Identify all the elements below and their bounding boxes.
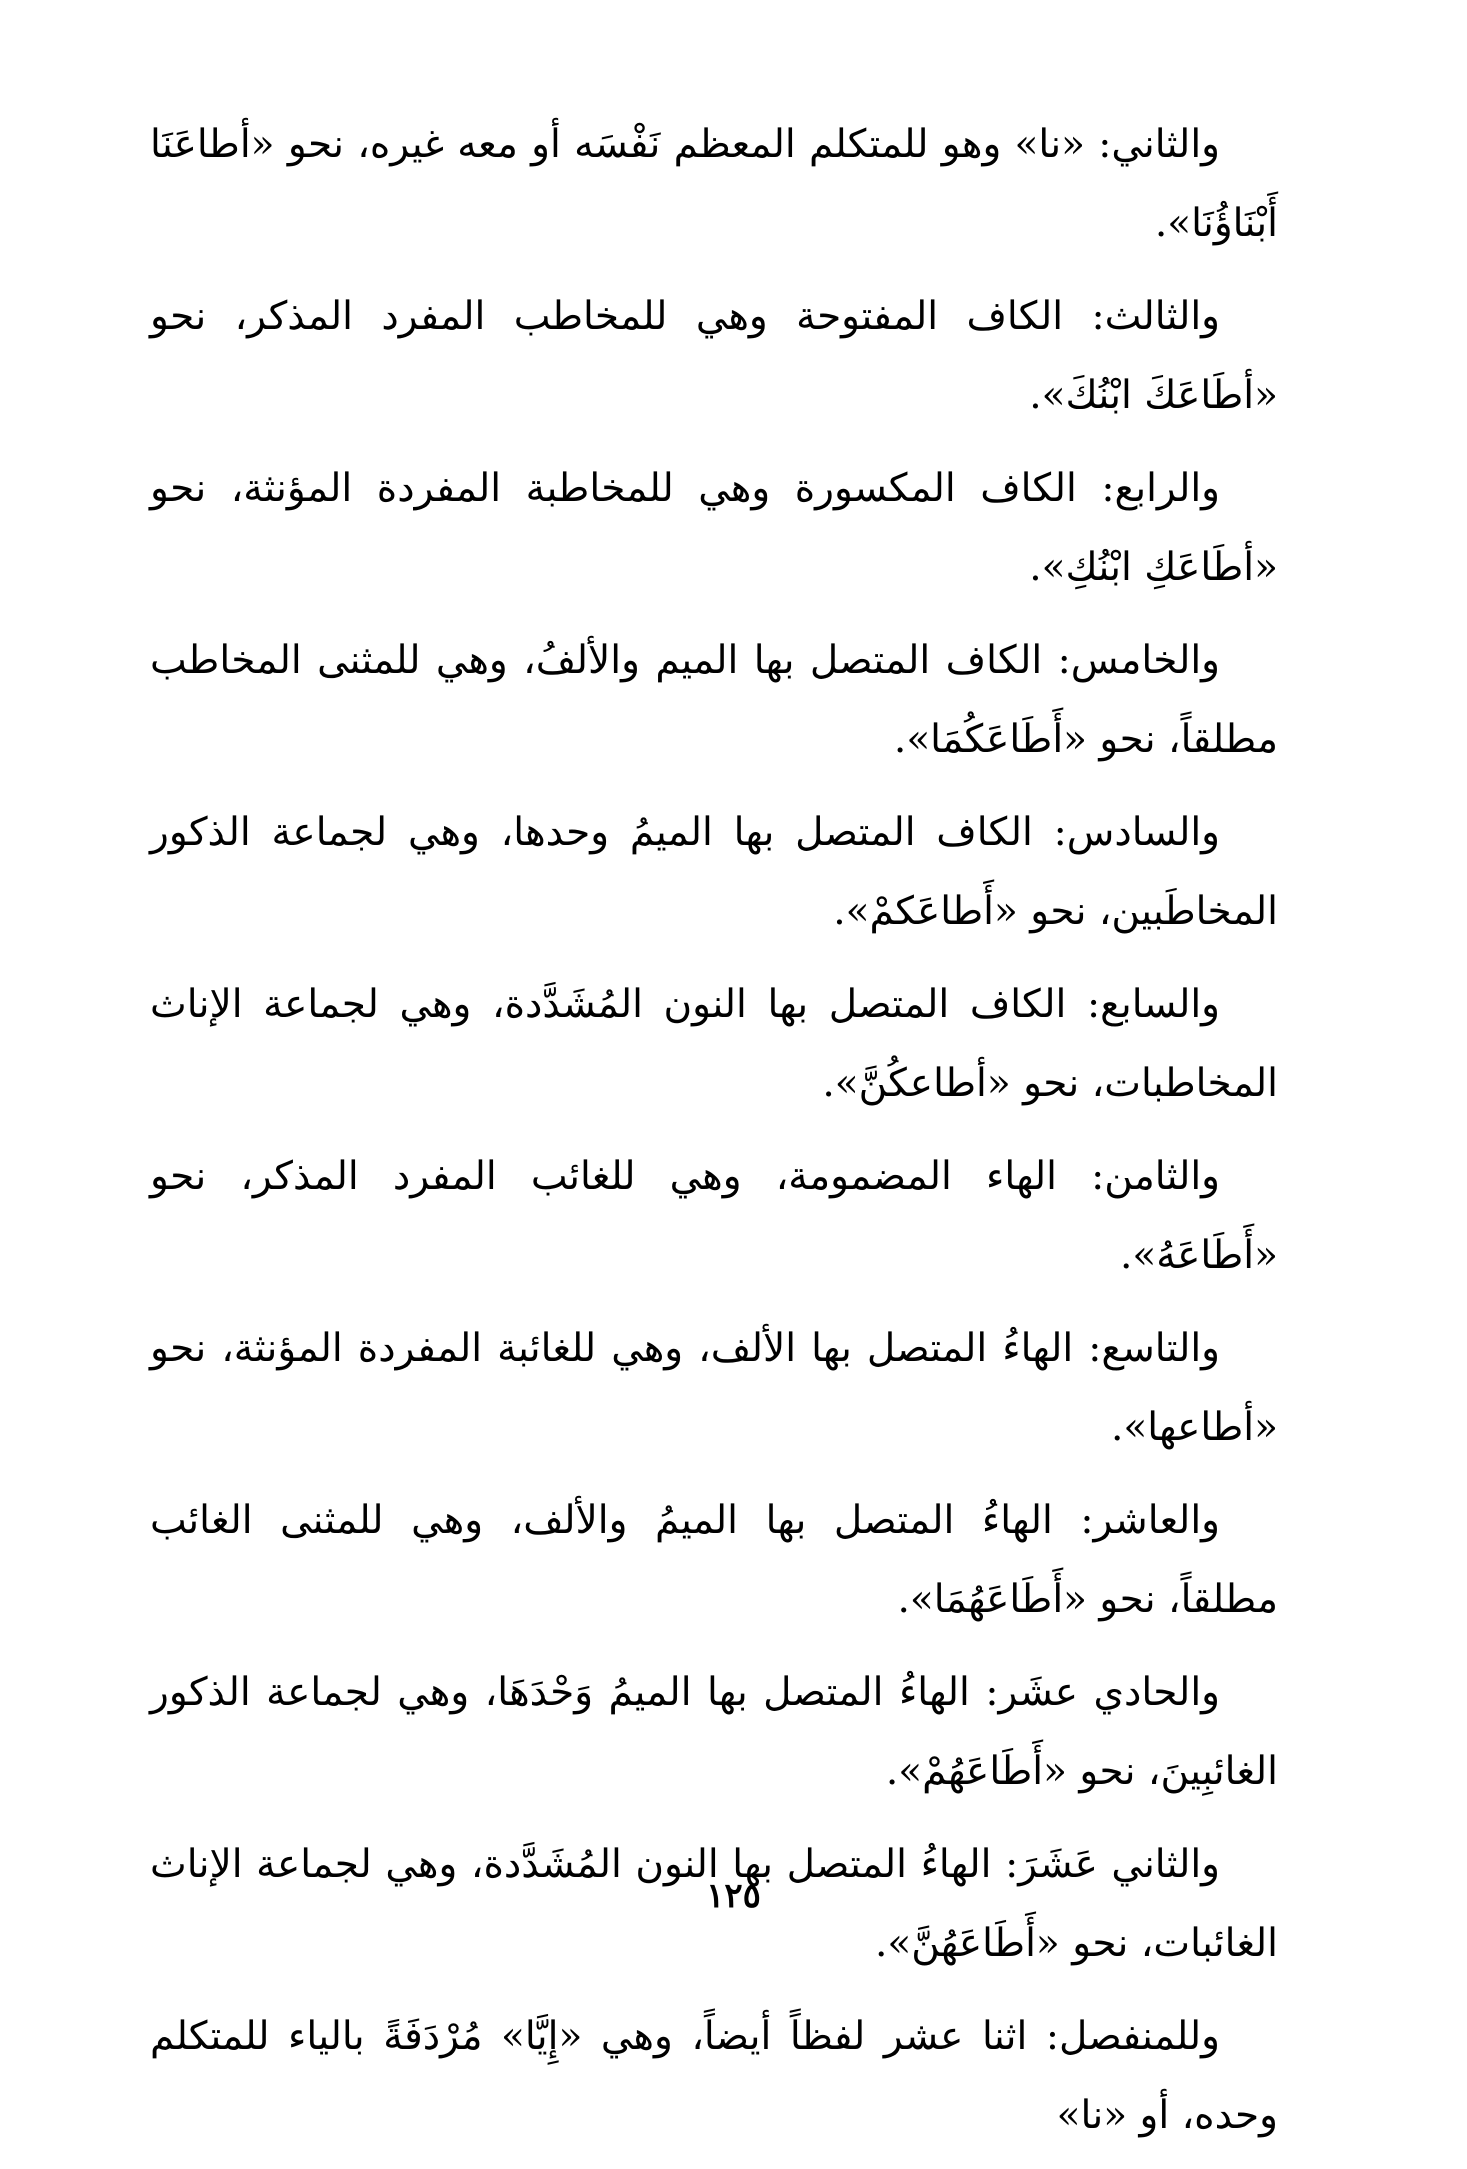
paragraph-separate-pronouns: وللمنفصل: اثنا عشر لفظاً أيضاً، وهي «إِيَّا» مُرْدَفَةً بالياء للمتكلم وحده، أو «نا» (150, 2014, 1278, 2138)
paragraph-third: والثالث: الكاف المفتوحة وهي للمخاطب المفرد المذكر، نحو «أطَاعَكَ ابْنُكَ». (150, 294, 1278, 418)
paragraph-fifth: والخامس: الكاف المتصل بها الميم والألفُ، وهي للمثنى المخاطب مطلقاً، نحو «أَطَاعَكُمَا». (150, 638, 1278, 762)
paragraph-tenth: والعاشر: الهاءُ المتصل بها الميمُ والألف، وهي للمثنى الغائب مطلقاً، نحو «أَطَاعَهُمَا». (150, 1498, 1278, 1622)
page-number: ١٢٥ (706, 1876, 761, 1916)
paragraph-ninth: والتاسع: الهاءُ المتصل بها الألف، وهي للغائبة المفردة المؤنثة، نحو «أطاعها». (150, 1326, 1278, 1450)
paragraph-eleventh: والحادي عشَر: الهاءُ المتصل بها الميمُ وَحْدَهَا، وهي لجماعة الذكور الغائبِينَ، نحو «أَطَاعَهُمْ». (150, 1670, 1278, 1794)
paragraph-eighth: والثامن: الهاء المضمومة، وهي للغائب المفرد المذكر، نحو «أَطَاعَهُ». (150, 1154, 1278, 1278)
body-text (150, 105, 1278, 2169)
paragraph-second: والثاني: «نا» وهو للمتكلم المعظم نَفْسَه أو معه غيره، نحو «أطاعَنَا أَبْنَاؤُنَا». (150, 122, 1278, 246)
paragraph-seventh: والسابع: الكاف المتصل بها النون المُشَدَّدة، وهي لجماعة الإناث المخاطبات، نحو «أطاعكُنَّ». (150, 982, 1278, 1106)
paragraph-twelfth: والثاني عَشَرَ: الهاءُ المتصل بها النون المُشَدَّدة، وهي لجماعة الإناث الغائبات، نحو «أَطَاعَهُنَّ». (150, 1842, 1278, 1966)
paragraph-sixth: والسادس: الكاف المتصل بها الميمُ وحدها، وهي لجماعة الذكور المخاطَبين، نحو «أَطاعَكمْ». (150, 810, 1278, 934)
paragraph-fourth: والرابع: الكاف المكسورة وهي للمخاطبة المفردة المؤنثة، نحو «أطَاعَكِ ابْنُكِ». (150, 466, 1278, 590)
